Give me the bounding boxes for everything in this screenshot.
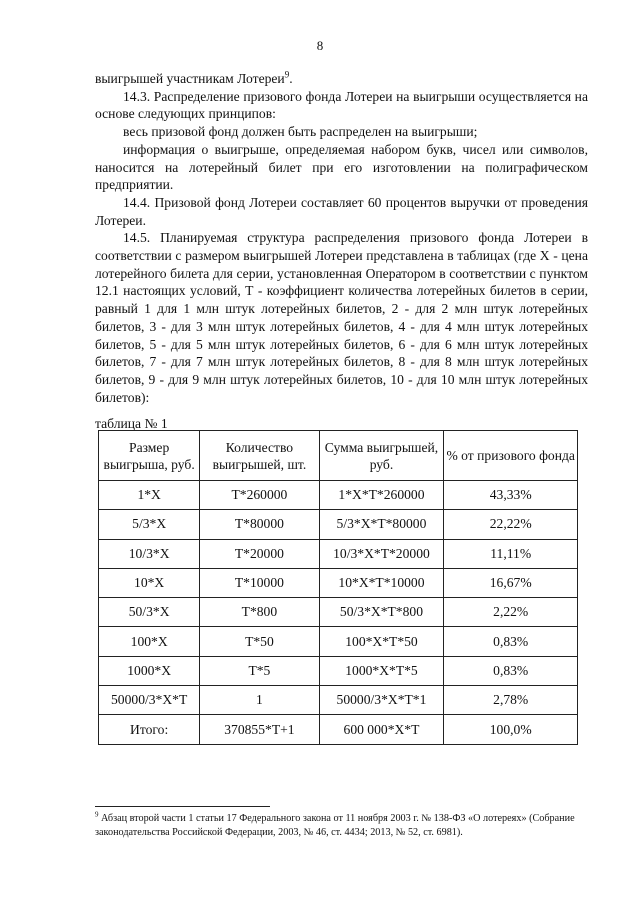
table-row <box>99 481 578 510</box>
footnote-divider <box>95 806 270 807</box>
cell-prize-sum: 1*X*Т*260000 <box>319 481 444 510</box>
table-row <box>99 656 578 685</box>
table-row <box>99 598 578 627</box>
cell-prize-count: Т*80000 <box>200 510 319 539</box>
table-row <box>99 686 578 715</box>
cell-prize-sum: 10/3*X*Т*20000 <box>319 539 444 568</box>
page-number: 8 <box>316 38 324 53</box>
paragraph-principle-2: информация о выигрыше, определяемая набором букв, чисел или символов, наносится на лотерейный билет при его изготовлении на полиграфическом предприятии. <box>95 141 588 193</box>
table-caption: таблица № 1 <box>95 416 168 431</box>
cell-prize-size: 5/3*X <box>99 510 200 539</box>
footnote <box>95 812 590 840</box>
cell-prize-size: 1*X <box>99 481 200 510</box>
cell-percent: 11,11% <box>444 539 578 568</box>
table-row <box>99 627 578 656</box>
cell-prize-size: 100*X <box>99 627 200 656</box>
cell-prize-count: Т*50 <box>200 627 319 656</box>
cell-total-sum: 600 000*X*Т <box>319 715 444 744</box>
cell-prize-count: Т*5 <box>200 656 319 685</box>
cell-total-percent: 100,0% <box>444 715 578 744</box>
header-prize-count: Количество выигрышей, шт. <box>200 431 319 481</box>
prize-distribution-table <box>98 430 578 745</box>
paragraph-14-4: 14.4. Призовой фонд Лотереи составляет 60 процентов выручки от проведения Лотереи. <box>95 194 588 228</box>
header-prize-size: Размер выигрыша, руб. <box>99 431 200 481</box>
paragraph-14-3: 14.3. Распределение призового фонда Лотереи на выигрыши осуществляется на основе следующих принципов: <box>95 88 588 122</box>
table-row <box>99 539 578 568</box>
paragraph-continuation: выигрышей участникам Лотереи$^9$. <box>95 69 293 86</box>
table-total-row <box>99 715 578 744</box>
cell-prize-sum: 50/3*X*Т*800 <box>319 598 444 627</box>
cell-prize-size: 10*X <box>99 568 200 597</box>
cell-prize-sum: 100*X*Т*50 <box>319 627 444 656</box>
cell-percent: 0,83% <box>444 627 578 656</box>
cell-percent: 2,78% <box>444 686 578 715</box>
cell-prize-size: 10/3*X <box>99 539 200 568</box>
header-percent: % от призового фонда <box>444 431 578 481</box>
cell-prize-count: Т*260000 <box>200 481 319 510</box>
cell-prize-count: Т*10000 <box>200 568 319 597</box>
cell-prize-sum: 50000/3*X*Т*1 <box>319 686 444 715</box>
cell-prize-count: Т*800 <box>200 598 319 627</box>
cell-prize-size: 50000/3*X*Т <box>99 686 200 715</box>
cell-percent: 22,22% <box>444 510 578 539</box>
footnote-mark: 9 <box>95 810 99 819</box>
cell-prize-sum: 10*X*Т*10000 <box>319 568 444 597</box>
cell-prize-count: Т*20000 <box>200 539 319 568</box>
cell-prize-size: 50/3*X <box>99 598 200 627</box>
cell-prize-count: 1 <box>200 686 319 715</box>
footnote-ref: 9 <box>284 69 290 80</box>
body-text <box>95 70 588 406</box>
paragraph-14-5: 14.5. Планируемая структура распределения призового фонда Лотереи в соответствии с размером выигрышей Лотереи представлена в таблицах (где X - цена лотерейного билета для серии, установленная Оператором в соответствии с пунктом 12.1 настоящих условий, Т - коэффициент количества лотерейных билетов в серии, равный 1 для 1 млн штук лотерейных билетов, 2 - для 2 млн штук лотерейных билетов, 3 - для 3 млн штук лотерейных билетов, 4 - для 4 млн штук лотерейных билетов, 5 - для 5 млн штук лотерейных билетов, 6 - для 6 млн штук лотерейных билетов, 7 - для 7 млн штук лотерейных билетов, 8 - для 8 млн штук лотерейных билетов, 9 - для 9 млн штук лотерейных билетов, 10 - для 10 млн штук лотерейных билетов): <box>95 230 588 405</box>
cell-percent: 2,22% <box>444 598 578 627</box>
cell-percent: 16,67% <box>444 568 578 597</box>
cell-prize-sum: 1000*X*Т*5 <box>319 656 444 685</box>
footnote-text: Абзац второй части 1 статьи 17 Федерального закона от 11 ноября 2003 г. № 138-ФЗ «О лотереях» (Собрание законодательства Российской Федерации, 2003, № 46, ст. 4434; 2013, № 52, ст. 6981). <box>95 813 575 838</box>
cell-total-count: 370855*Т+1 <box>200 715 319 744</box>
cell-prize-sum: 5/3*X*Т*80000 <box>319 510 444 539</box>
cell-percent: 0,83% <box>444 656 578 685</box>
cell-percent: 43,33% <box>444 481 578 510</box>
table-row <box>99 568 578 597</box>
paragraph-principle-1: весь призовой фонд должен быть распределен на выигрыши; <box>123 124 478 140</box>
cell-prize-size: 1000*X <box>99 656 200 685</box>
cell-total-label: Итого: <box>99 715 200 744</box>
header-prize-sum: Сумма выигрышей, руб. <box>319 431 444 481</box>
table-row <box>99 510 578 539</box>
table-header-row <box>99 431 578 481</box>
